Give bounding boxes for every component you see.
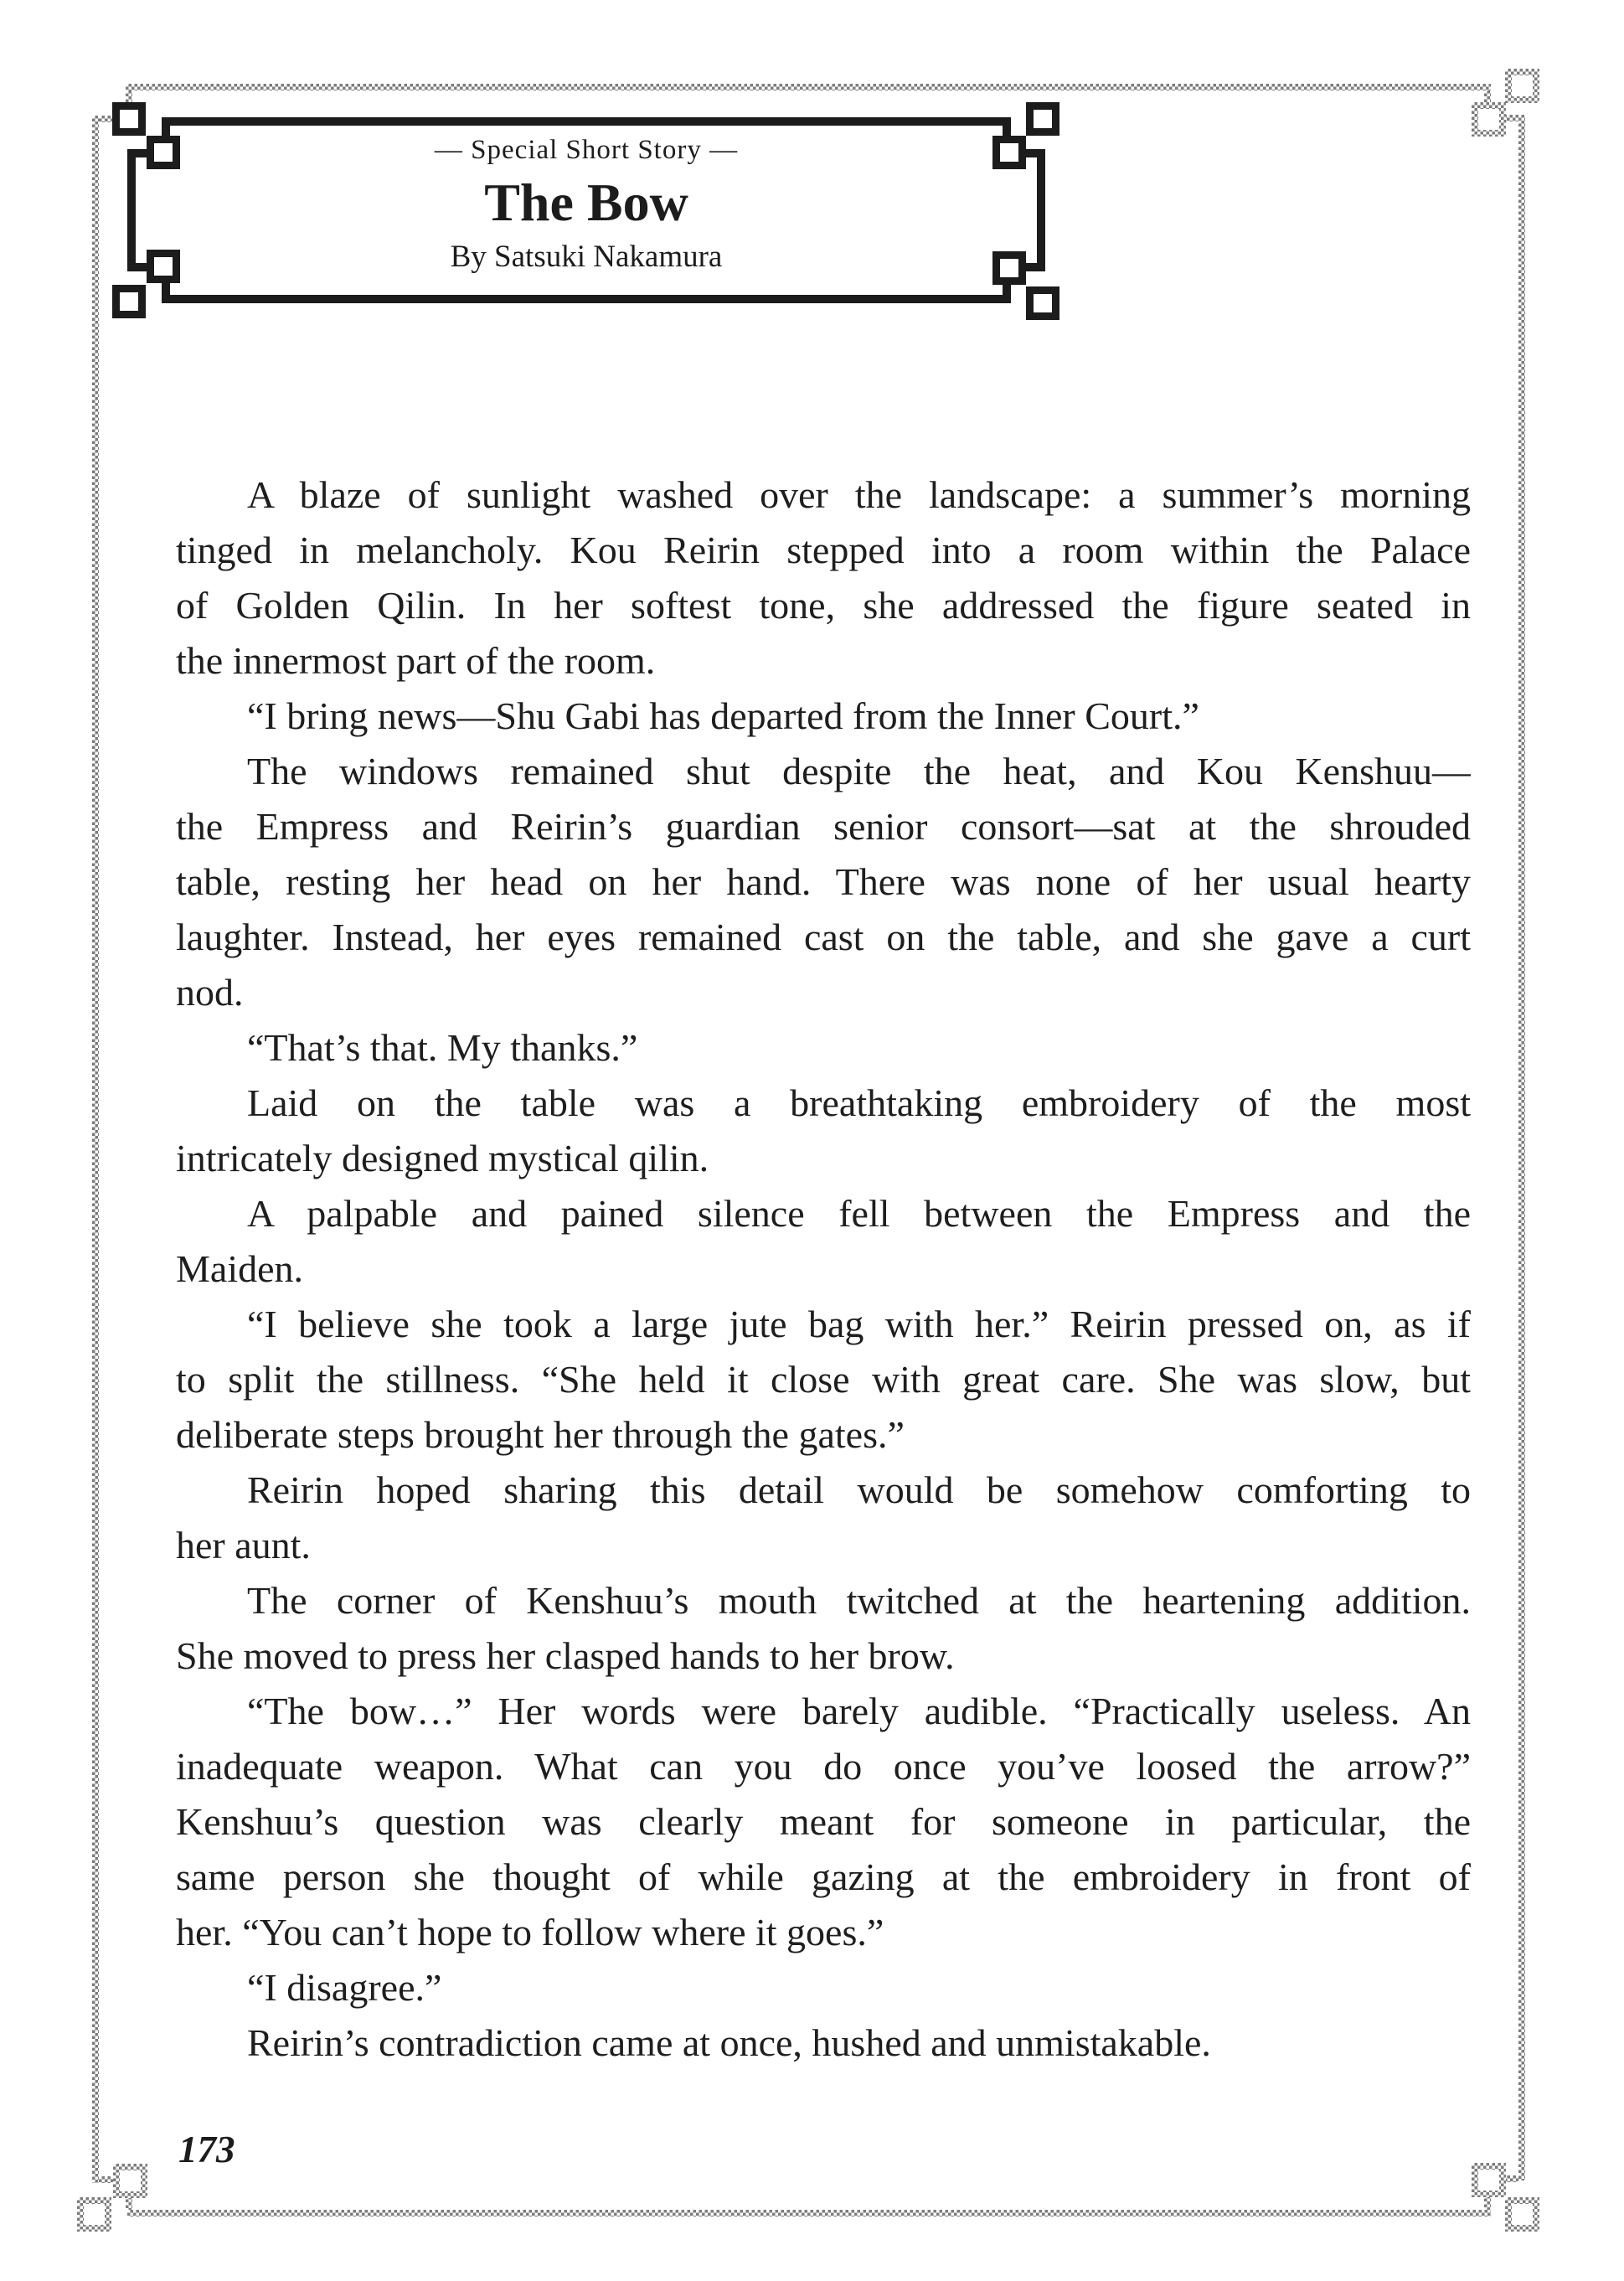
body-line: “I disagree.” [247, 1966, 442, 2009]
byline: By Satsuki Nakamura [450, 240, 723, 274]
corner-ornament-bottom-right-inner [1472, 2163, 1506, 2197]
title-frame-left [127, 149, 136, 271]
title-block [162, 132, 1011, 276]
body-line: A blaze of sunlight washed over the landscape: a summer’s morning [247, 473, 1471, 516]
body-line: deliberate steps brought her through the gates.” [176, 1413, 905, 1456]
body-line: “That’s that. My thanks.” [247, 1026, 638, 1069]
page-border-bottom-right-stub [1484, 2196, 1491, 2210]
story-title: The Bow [484, 173, 688, 232]
body-line: laughter. Instead, her eyes remained cast on the table, and she gave a curt [176, 916, 1471, 958]
corner-ornament-bottom-left-outer [77, 2197, 111, 2232]
body-line: “I bring news—Shu Gabi has departed from the Inner Court.” [247, 694, 1199, 737]
title-frame-jog-bl [162, 281, 170, 295]
title-frame-top [162, 117, 1011, 126]
title-frame-square-bl-outer [112, 285, 146, 318]
page-border-bottom [127, 2210, 1491, 2216]
page-border-top [126, 84, 1491, 90]
title-frame-right [1037, 149, 1045, 271]
page-border-left [92, 116, 99, 2183]
body-line: Reirin’s contradiction came at once, hushed and unmistakable. [247, 2021, 1211, 2064]
body-line: the innermost part of the room. [176, 639, 656, 682]
body-line: A palpable and pained silence fell between the Empress and the [247, 1192, 1471, 1235]
corner-ornament-top-right-inner [1472, 102, 1506, 137]
body-line: intricately designed mystical qilin. [176, 1137, 709, 1179]
body-line: her. “You can’t hope to follow where it goes.” [176, 1911, 884, 1953]
body-line: to split the stillness. “She held it close with great care. She was slow, but [176, 1358, 1471, 1401]
title-frame-square-tl-outer [112, 102, 146, 136]
series-label: — Special Short Story — [434, 135, 739, 165]
body-line: inadequate weapon. What can you do once you’ve loosed the arrow?” [176, 1745, 1471, 1788]
body-line: Kenshuu’s question was clearly meant for someone in particular, the [176, 1800, 1471, 1843]
body-line: “The bow…” Her words were barely audible. “Practically useless. An [247, 1690, 1471, 1732]
corner-ornament-top-right-outer [1505, 69, 1539, 103]
story-body [176, 467, 1471, 2071]
body-line: The corner of Kenshuu’s mouth twitched at the heartening addition. [247, 1579, 1471, 1622]
body-line: She moved to press her clasped hands to her brow. [176, 1634, 955, 1677]
body-line: Laid on the table was a breathtaking embroidery of the most [247, 1081, 1471, 1124]
body-line: Reirin hoped sharing this detail would be somehow comforting to [247, 1468, 1471, 1511]
page-number: 173 [178, 2129, 235, 2170]
body-line: tinged in melancholy. Kou Reirin stepped into a room within the Palace [176, 529, 1471, 571]
body-line: table, resting her head on her hand. There was none of her usual hearty [176, 860, 1471, 903]
body-line: “I believe she took a large jute bag with her.” Reirin pressed on, as if [247, 1303, 1471, 1345]
body-line: The windows remained shut despite the heat, and Kou Kenshuu— [247, 750, 1471, 792]
body-line: her aunt. [176, 1524, 311, 1566]
page-border-right-bottom-stub [1504, 2175, 1518, 2182]
body-line: same person she thought of while gazing at the embroidery in front of [176, 1855, 1471, 1898]
body-line: Maiden. [176, 1247, 304, 1290]
page-border-bottom-left-stub [126, 2196, 132, 2210]
corner-ornament-bottom-right-outer [1505, 2197, 1539, 2232]
body-line: the Empress and Reirin’s guardian senior consort—sat at the shrouded [176, 805, 1471, 848]
title-frame-square-tr-outer [1026, 102, 1059, 136]
page-border-right [1518, 115, 1525, 2180]
body-line: of Golden Qilin. In her softest tone, she addressed the figure seated in [176, 584, 1471, 627]
body-line: nod. [176, 971, 244, 1014]
title-frame-square-br-outer [1026, 286, 1059, 320]
title-frame-bottom [162, 295, 1011, 303]
corner-ornament-bottom-left-inner [113, 2164, 147, 2198]
